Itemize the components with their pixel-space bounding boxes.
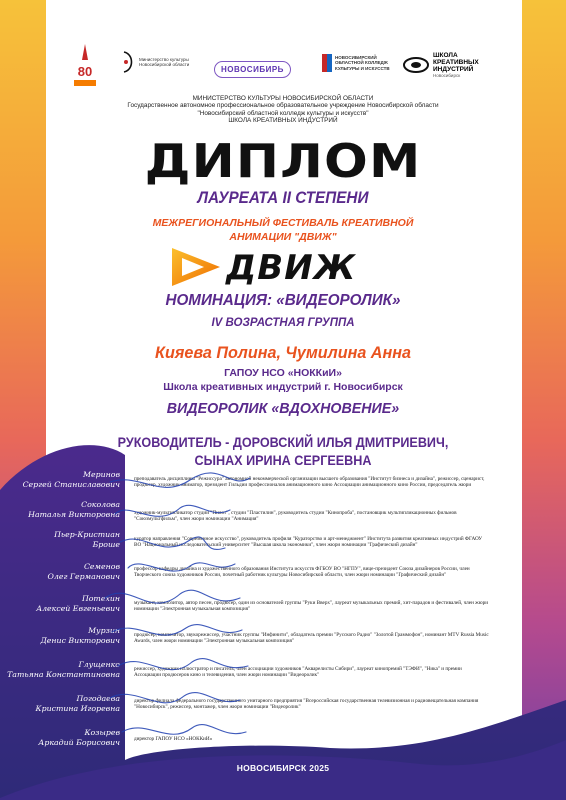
- college-logo: НОВОСИБИРСКИЙ ОБЛАСТНОЙ КОЛЛЕДЖ КУЛЬТУРЫ И ИСКУССТВ: [322, 54, 400, 72]
- festival-name-line2: АНИМАЦИИ "ДВИЖ": [229, 231, 337, 243]
- ministry-emblem-icon: [120, 50, 136, 74]
- footer-city-year: НОВОСИБИРСК 2025: [236, 763, 330, 773]
- participant-organization: ГАПОУ НСО «НОККиИ»: [224, 367, 342, 379]
- school-logo-icon: [403, 55, 429, 75]
- work-title: ВИДЕОРОЛИК «ВДОХНОВЕНИЕ»: [166, 400, 400, 417]
- jury-member-name: Соколова Наталья Викторовна: [28, 500, 120, 519]
- jury-member-name: Козырев Аркадий Борисович: [38, 728, 120, 747]
- leader-line1: РУКОВОДИТЕЛЬ - ДОРОВСКИЙ ИЛЬЯ ДМИТРИЕВИЧ,: [117, 434, 449, 450]
- victory-80-logo: [72, 42, 98, 90]
- jury-member-name: Меринов Сергей Станиславович: [22, 470, 120, 489]
- jury-member-description: художник-мультипликатор студии "Пилот", студии "Пластилин", руководитель студии "Кинопроба", постановщик мультипликационных фильмов "Союзмультфильм", член жюри номинации "Анимация": [134, 510, 457, 523]
- novosibirsk-logo: НОВОСИБИРЬ: [214, 56, 294, 82]
- jury-member-description: продюсер, композитор, звукорежиссер, участник группы "Инфинити", обладатель премии "Русского Радио" "Золотой Граммофон", номинант MTV Russia Music Awards, член жюри номинации "Электронная музыкальная композиция": [134, 632, 489, 645]
- jury-member-name: Мурзин Денис Викторович: [40, 626, 120, 645]
- jury-member-description: директор филиала федерального государственного унитарного предприятия "Всероссийская государственная телевизионная и радиовещательная компания "Новосибирск", режиссер, монтажер, член жюри номинации "Видеоролик": [134, 698, 479, 711]
- dvizh-brand-word: ДВИЖ: [226, 248, 357, 288]
- jury-member-name: Погодаева Кристина Игоревна: [35, 694, 120, 713]
- nomination: НОМИНАЦИЯ: «ВИДЕОРОЛИК»: [165, 292, 401, 309]
- svg-text:80: 80: [77, 64, 93, 79]
- jury-member-description: директор ГАПОУ НСО «НОККиИ»: [134, 736, 213, 742]
- jury-member-description: куратор направления "Современное искусство", руководитель профиля "Кураторство и арт-менеджмент" Института развития креативных индустрий ФГАОУ ВО "Национальный исследовательский университет "Высшая школа экономики", член жюри номинации "Графический дизайн": [134, 536, 483, 549]
- jury-member-description: профессор кафедры дизайна и художественного образования Института искусств ФГБОУ ВО "НГПУ", вице-президент Союза дизайнеров России, член Творческого союза художников России, почетный работник культуры Новосибирской области, член жюри номинации "Графический дизайн": [134, 566, 470, 579]
- college-emblem-icon: [322, 54, 332, 72]
- diploma-title: ДИПЛОМ: [144, 134, 422, 188]
- jury-member-description: преподаватель дисциплины "Режиссура" автономной некоммерческой организации высшего образования "Институт бизнеса и дизайна", режиссер, сценарист, продюсер, художник-аниматор, президент Гильдии профессионалов анимационного кино Ассоциации анимационного кино России, председатель жюри: [134, 476, 485, 489]
- school-creative-industries-logo: ШКОЛА КРЕАТИВНЫХ ИНДУСТРИЙ Новосибирск: [403, 52, 503, 78]
- dvizh-play-icon: [168, 244, 224, 290]
- age-group: IV ВОЗРАСТНАЯ ГРУППА: [211, 317, 355, 329]
- jury-member-name: Глущенко Татьяна Константиновна: [7, 660, 120, 679]
- participant-school: Школа креативных индустрий г. Новосибирск: [163, 381, 403, 393]
- issuing-organization-header: МИНИСТЕРСТВО КУЛЬТУРЫ НОВОСИБИРСКОЙ ОБЛАСТИ Государственное автономное профессиональное образовательное учреждение Новосибирской области "Новосибирский областной колледж культуры и искусств" ШКОЛА КРЕАТИВНЫХ ИНДУСТРИЙ: [127, 95, 439, 125]
- jury-member-name: Пьер-Кристиан Броше: [54, 530, 120, 549]
- jury-member-description: музыкант, композитор, автор песен, продюсер, один из основателей группы "Руки Вверх", лауреат музыкальных премий, хит-парадов и фестивалей, член жюри номинации "Электронная музыкальная композиция": [134, 600, 488, 613]
- dvizh-brand-logo: [168, 244, 408, 290]
- jury-member-name: Семенов Олег Германович: [47, 562, 120, 581]
- logo-row: [0, 40, 566, 98]
- jury-member-name: Потехин Алексей Евгеньевич: [36, 594, 120, 613]
- festival-name-line1: МЕЖРЕГИОНАЛЬНЫЙ ФЕСТИВАЛЬ КРЕАТИВНОЙ: [152, 217, 414, 229]
- participant-names: Кияева Полина, Чумилина Анна: [155, 343, 411, 362]
- leader-line2: СЫНАХ ИРИНА СЕРГЕЕВНА: [194, 452, 372, 468]
- degree-subtitle: ЛАУРЕАТА II СТЕПЕНИ: [197, 188, 369, 207]
- ministry-logo: Министерство культуры Новосибирской области: [120, 50, 200, 74]
- jury-member-description: режиссер, художник иллюстратор и писатель, член ассоциации художников "Акварелисты Сибири", лауреат кинопремий "ТЭФИ", "Ника" и премии Ассоциации продюсеров кино и телевидения, член жюри номинации "Видеоролик": [134, 666, 462, 679]
